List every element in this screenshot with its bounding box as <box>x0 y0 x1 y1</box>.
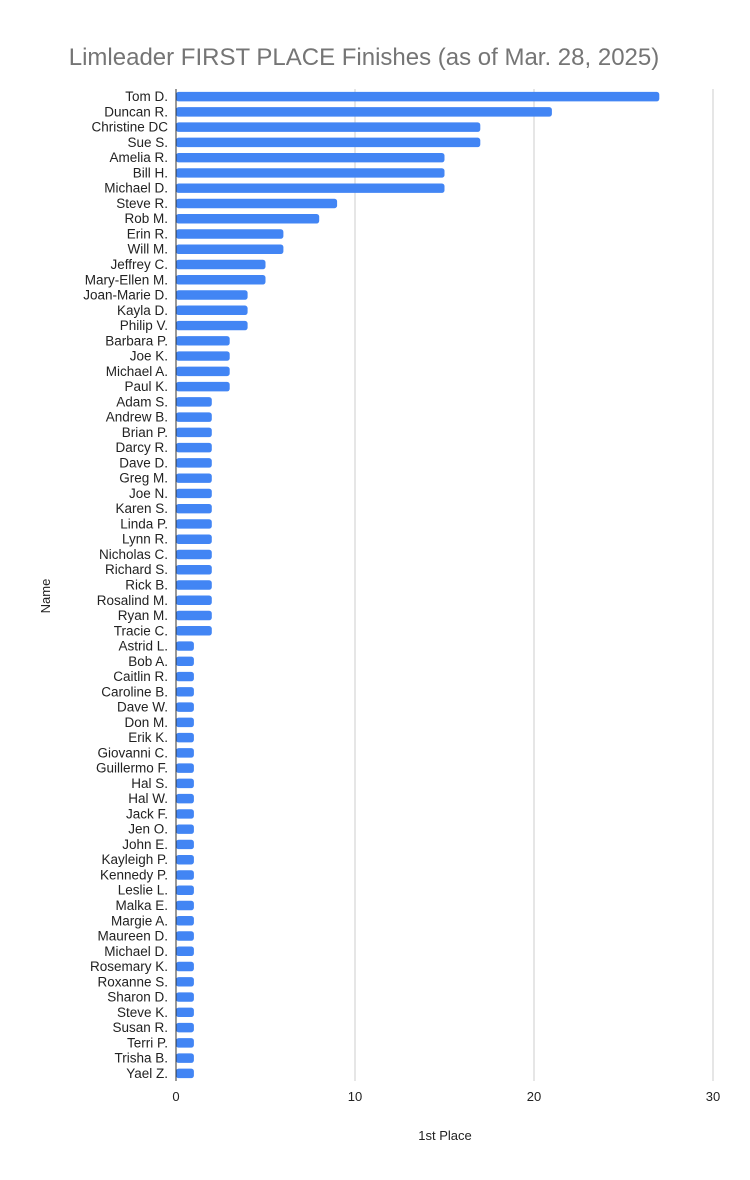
category-label: Philip V. <box>119 318 168 334</box>
category-label: Richard S. <box>104 562 168 578</box>
bar <box>176 824 194 833</box>
category-label: Leslie L. <box>117 882 168 898</box>
bar <box>176 901 194 910</box>
category-label: Michael D. <box>104 180 168 196</box>
bar <box>176 870 194 879</box>
category-label: Nicholas C. <box>98 546 168 562</box>
bar <box>176 702 194 711</box>
bar <box>176 306 248 315</box>
category-label: Dave D. <box>119 455 168 471</box>
category-label: Roxanne S. <box>97 974 168 990</box>
bar <box>176 229 283 238</box>
category-label: Greg M. <box>119 470 168 486</box>
bar <box>176 1008 194 1017</box>
x-axis-title: 1st Place <box>418 1128 472 1143</box>
bar <box>176 733 194 742</box>
bar <box>176 718 194 727</box>
category-label: Erik K. <box>128 730 168 746</box>
category-label: Margie A. <box>110 913 168 929</box>
bar <box>176 153 445 162</box>
category-label: Joe K. <box>129 348 168 364</box>
bar <box>176 962 194 971</box>
category-label: Lynn R. <box>121 531 168 547</box>
bar <box>176 657 194 666</box>
category-label: Trisha B. <box>114 1050 168 1066</box>
bar <box>176 794 194 803</box>
bar <box>176 855 194 864</box>
category-label: Jack F. <box>125 806 168 822</box>
bar <box>176 473 212 482</box>
category-label: Giovanni C. <box>97 745 168 761</box>
bar <box>176 458 212 467</box>
category-label: Ryan M. <box>117 608 168 624</box>
bar <box>176 92 659 101</box>
category-label: Adam S. <box>116 394 168 410</box>
x-tick-labels <box>172 1089 720 1104</box>
category-label: Hal S. <box>131 775 168 791</box>
bar <box>176 138 480 147</box>
bar <box>176 1053 194 1062</box>
category-label: Jen O. <box>128 821 168 837</box>
bar <box>176 443 212 452</box>
category-label: Kennedy P. <box>99 867 168 883</box>
category-label: Mary-Ellen M. <box>84 272 168 288</box>
bar <box>176 840 194 849</box>
category-label: Yael Z. <box>126 1065 168 1081</box>
category-label: Bob A. <box>128 653 168 669</box>
bar <box>176 382 230 391</box>
bar <box>176 916 194 925</box>
bar <box>176 245 283 254</box>
bar <box>176 885 194 894</box>
bar <box>176 550 212 559</box>
bar <box>176 580 212 589</box>
bar <box>176 412 212 421</box>
bar <box>176 519 212 528</box>
bar <box>176 107 552 116</box>
bar <box>176 763 194 772</box>
category-label: Rosalind M. <box>96 592 168 608</box>
category-label: Sue S. <box>127 134 168 150</box>
category-label: Susan R. <box>112 1020 168 1036</box>
bar <box>176 779 194 788</box>
bar <box>176 122 480 131</box>
bar <box>176 565 212 574</box>
category-label: Brian P. <box>121 424 168 440</box>
bar <box>176 489 212 498</box>
x-tick-label: 30 <box>705 1089 721 1104</box>
category-label: Hal W. <box>128 791 168 807</box>
category-label: Joe N. <box>128 485 168 501</box>
bar <box>176 428 212 437</box>
bar <box>176 1069 194 1078</box>
category-label: Rob M. <box>124 211 168 227</box>
category-label: Astrid L. <box>118 638 168 654</box>
category-label: Dave W. <box>116 699 168 715</box>
x-tick-label: 10 <box>347 1089 363 1104</box>
category-label: Christine DC <box>91 119 168 135</box>
category-label: Kayleigh P. <box>101 852 168 868</box>
chart-title: Limleader FIRST PLACE Finishes (as of Mar. 28, 2025) <box>68 44 660 71</box>
x-tick-label: 20 <box>526 1089 542 1104</box>
category-label: Malka E. <box>115 897 168 913</box>
bar <box>176 611 212 620</box>
y-axis-title: Name <box>38 578 53 614</box>
bar <box>176 931 194 940</box>
bar <box>176 168 445 177</box>
bar <box>176 183 445 192</box>
category-label: Erin R. <box>126 226 168 242</box>
bar <box>176 336 230 345</box>
category-label: Darcy R. <box>115 440 168 456</box>
bar <box>176 687 194 696</box>
category-label: John E. <box>122 836 168 852</box>
bar <box>176 1038 194 1047</box>
category-label: Caitlin R. <box>113 669 168 685</box>
category-label: Bill H. <box>132 165 168 181</box>
category-label: Steve K. <box>116 1004 168 1020</box>
bar <box>176 367 230 376</box>
category-label: Will M. <box>127 241 168 257</box>
category-label: Linda P. <box>120 516 168 532</box>
category-label: Maureen D. <box>97 928 168 944</box>
category-label: Joan-Marie D. <box>83 287 168 303</box>
bar <box>176 260 266 269</box>
category-label: Tracie C. <box>113 623 168 639</box>
bar <box>176 290 248 299</box>
category-label: Guillermo F. <box>95 760 168 776</box>
category-label: Don M. <box>124 714 168 730</box>
bar <box>176 626 212 635</box>
bar <box>176 992 194 1001</box>
bar <box>176 199 337 208</box>
category-label: Karen S. <box>115 501 168 517</box>
category-label: Michael D. <box>104 943 168 959</box>
bar <box>176 214 319 223</box>
category-label: Jeffrey C. <box>110 257 168 273</box>
category-label: Duncan R. <box>104 104 168 120</box>
category-label: Caroline B. <box>101 684 168 700</box>
category-label: Sharon D. <box>107 989 168 1005</box>
bar <box>176 809 194 818</box>
category-label: Terri P. <box>126 1035 168 1051</box>
category-labels <box>83 89 168 1081</box>
x-tick-label: 0 <box>172 1089 180 1104</box>
bar <box>176 596 212 605</box>
bar <box>176 275 266 284</box>
category-label: Amelia R. <box>109 150 168 166</box>
bar <box>176 641 194 650</box>
category-label: Tom D. <box>125 89 168 105</box>
category-label: Andrew B. <box>105 409 168 425</box>
bar <box>176 672 194 681</box>
category-label: Rick B. <box>125 577 168 593</box>
bars <box>176 92 659 1078</box>
bar <box>176 977 194 986</box>
bar <box>176 504 212 513</box>
bar <box>176 1023 194 1032</box>
category-label: Kayla D. <box>116 302 168 318</box>
category-label: Rosemary K. <box>89 959 168 975</box>
gridlines <box>355 89 713 1081</box>
category-label: Paul K. <box>124 379 168 395</box>
bar <box>176 534 212 543</box>
bar <box>176 321 248 330</box>
category-label: Barbara P. <box>105 333 168 349</box>
category-label: Michael A. <box>105 363 168 379</box>
bar <box>176 947 194 956</box>
bar <box>176 397 212 406</box>
category-label: Steve R. <box>116 195 168 211</box>
bar <box>176 748 194 757</box>
bar <box>176 351 230 360</box>
